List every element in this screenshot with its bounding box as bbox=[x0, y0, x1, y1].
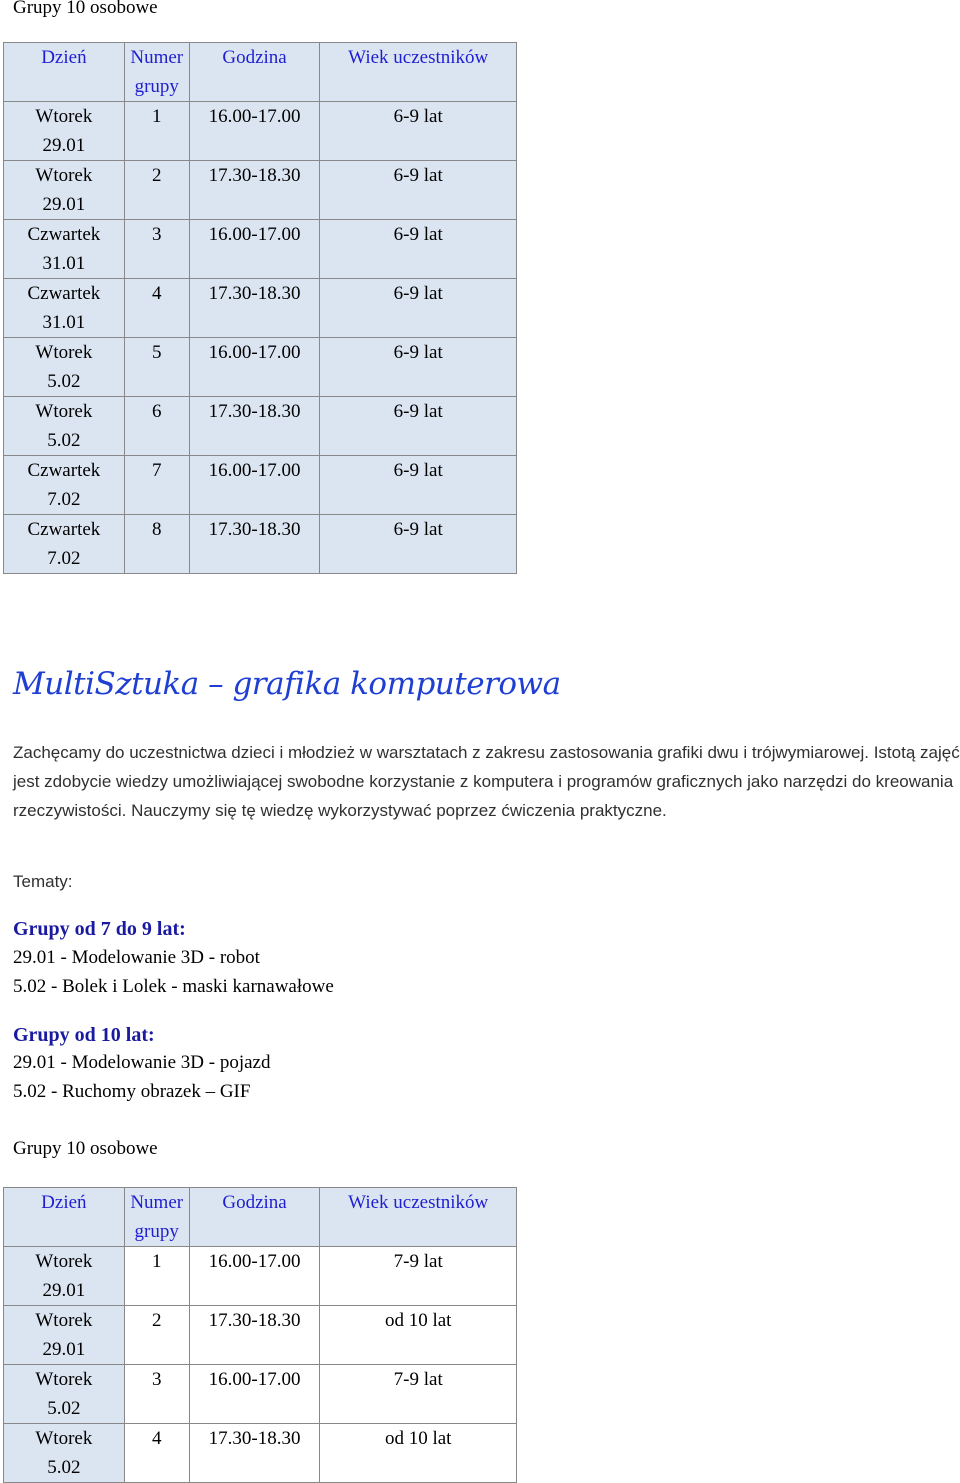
day-date: 7.02 bbox=[47, 548, 81, 569]
table-row bbox=[4, 1247, 517, 1306]
day-date: 5.02 bbox=[47, 371, 81, 392]
day-cell bbox=[4, 397, 125, 456]
table-header-row bbox=[4, 43, 517, 102]
day-name: Wtorek bbox=[35, 165, 93, 186]
day-name: Wtorek bbox=[35, 1310, 93, 1331]
group-cell: 2 bbox=[124, 161, 189, 220]
day-date: 29.01 bbox=[42, 1280, 86, 1301]
time-cell: 16.00-17.00 bbox=[189, 220, 320, 279]
time-cell: 16.00-17.00 bbox=[189, 102, 320, 161]
age-cell: od 10 lat bbox=[320, 1424, 517, 1483]
time-cell: 16.00-17.00 bbox=[189, 1247, 320, 1306]
day-date: 5.02 bbox=[47, 1457, 81, 1478]
day-cell bbox=[4, 1306, 125, 1365]
header-cell: Numer grupy bbox=[124, 1188, 189, 1247]
day-cell bbox=[4, 279, 125, 338]
day-name: Wtorek bbox=[35, 342, 93, 363]
table-row bbox=[4, 456, 517, 515]
day-name: Wtorek bbox=[35, 1251, 93, 1272]
time-cell: 16.00-17.00 bbox=[189, 338, 320, 397]
group-cell: 4 bbox=[124, 1424, 189, 1483]
day-date: 29.01 bbox=[42, 194, 86, 215]
age-cell: 6-9 lat bbox=[320, 397, 517, 456]
day-date: 31.01 bbox=[42, 312, 86, 333]
header-cell: Wiek uczestników bbox=[320, 43, 517, 102]
day-cell bbox=[4, 1365, 125, 1424]
schedule-table-2 bbox=[3, 1187, 517, 1483]
table-row bbox=[4, 220, 517, 279]
table-header-row bbox=[4, 1188, 517, 1247]
day-date: 7.02 bbox=[47, 489, 81, 510]
header-cell: Dzień bbox=[4, 1188, 125, 1247]
day-cell bbox=[4, 1424, 125, 1483]
group-cell: 8 bbox=[124, 515, 189, 574]
topic-item: 5.02 - Ruchomy obrazek – GIF bbox=[13, 1081, 251, 1102]
table-row bbox=[4, 102, 517, 161]
age-cell: 6-9 lat bbox=[320, 515, 517, 574]
time-cell: 17.30-18.30 bbox=[189, 1306, 320, 1365]
header-cell: Wiek uczestników bbox=[320, 1188, 517, 1247]
day-date: 29.01 bbox=[42, 135, 86, 156]
time-cell: 16.00-17.00 bbox=[189, 1365, 320, 1424]
day-name: Czwartek bbox=[27, 519, 101, 540]
group-cell: 1 bbox=[124, 1247, 189, 1306]
day-cell bbox=[4, 338, 125, 397]
age-cell: 6-9 lat bbox=[320, 102, 517, 161]
table-row bbox=[4, 397, 517, 456]
age-cell: od 10 lat bbox=[320, 1306, 517, 1365]
table1-caption: Grupy 10 osobowe bbox=[13, 0, 158, 18]
group-cell: 3 bbox=[124, 220, 189, 279]
day-name: Czwartek bbox=[27, 283, 101, 304]
time-cell: 17.30-18.30 bbox=[189, 279, 320, 338]
header-cell: Godzina bbox=[189, 1188, 320, 1247]
day-date: 31.01 bbox=[42, 253, 86, 274]
group-cell: 1 bbox=[124, 102, 189, 161]
day-cell bbox=[4, 456, 125, 515]
day-cell bbox=[4, 161, 125, 220]
group-cell: 6 bbox=[124, 397, 189, 456]
group-cell: 4 bbox=[124, 279, 189, 338]
header-cell: Godzina bbox=[189, 43, 320, 102]
table-row bbox=[4, 161, 517, 220]
header-cell: Dzień bbox=[4, 43, 125, 102]
group-cell: 2 bbox=[124, 1306, 189, 1365]
table-row bbox=[4, 1306, 517, 1365]
time-cell: 17.30-18.30 bbox=[189, 161, 320, 220]
table-row bbox=[4, 279, 517, 338]
time-cell: 17.30-18.30 bbox=[189, 515, 320, 574]
table-row bbox=[4, 515, 517, 574]
age-cell: 7-9 lat bbox=[320, 1365, 517, 1424]
day-cell bbox=[4, 515, 125, 574]
group-cell: 3 bbox=[124, 1365, 189, 1424]
age-cell: 6-9 lat bbox=[320, 279, 517, 338]
time-cell: 17.30-18.30 bbox=[189, 397, 320, 456]
table-row bbox=[4, 338, 517, 397]
time-cell: 17.30-18.30 bbox=[189, 1424, 320, 1483]
table-row bbox=[4, 1424, 517, 1483]
group-cell: 5 bbox=[124, 338, 189, 397]
table-row bbox=[4, 1365, 517, 1424]
age-cell: 6-9 lat bbox=[320, 456, 517, 515]
day-name: Wtorek bbox=[35, 1369, 93, 1390]
section-title: MultiSztuka – grafika komputerowa bbox=[13, 666, 561, 702]
day-cell bbox=[4, 1247, 125, 1306]
age-cell: 6-9 lat bbox=[320, 338, 517, 397]
day-name: Wtorek bbox=[35, 1428, 93, 1449]
table2-caption: Grupy 10 osobowe bbox=[13, 1138, 158, 1159]
day-name: Czwartek bbox=[27, 460, 101, 481]
topic-item: 5.02 - Bolek i Lolek - maski karnawałowe bbox=[13, 976, 334, 997]
group-a-title: Grupy od 7 do 9 lat: bbox=[13, 918, 186, 940]
age-cell: 6-9 lat bbox=[320, 220, 517, 279]
day-date: 29.01 bbox=[42, 1339, 86, 1360]
day-cell bbox=[4, 102, 125, 161]
day-cell bbox=[4, 220, 125, 279]
day-name: Czwartek bbox=[27, 224, 101, 245]
schedule-table-1 bbox=[3, 42, 517, 574]
section-description: Zachęcamy do uczestnictwa dzieci i młodzież w warsztatach z zakresu zastosowania grafiki dwu i trójwymiarowej. Istotą zajęć jest zdobycie wiedzy umożliwiającej swobodne korzystanie z komputera i programów graficznych jako narzędzi do kreowania rzeczywistości. Nauczymy się tę wiedzę wykorzystywać poprzez ćwiczenia praktyczne. bbox=[13, 743, 960, 820]
day-name: Wtorek bbox=[35, 106, 93, 127]
day-date: 5.02 bbox=[47, 430, 81, 451]
group-cell: 7 bbox=[124, 456, 189, 515]
age-cell: 7-9 lat bbox=[320, 1247, 517, 1306]
day-date: 5.02 bbox=[47, 1398, 81, 1419]
age-cell: 6-9 lat bbox=[320, 161, 517, 220]
topic-item: 29.01 - Modelowanie 3D - pojazd bbox=[13, 1052, 271, 1073]
topic-item: 29.01 - Modelowanie 3D - robot bbox=[13, 947, 260, 968]
time-cell: 16.00-17.00 bbox=[189, 456, 320, 515]
group-b-title: Grupy od 10 lat: bbox=[13, 1024, 155, 1046]
day-name: Wtorek bbox=[35, 401, 93, 422]
header-cell: Numer grupy bbox=[124, 43, 189, 102]
topics-label: Tematy: bbox=[13, 872, 73, 891]
